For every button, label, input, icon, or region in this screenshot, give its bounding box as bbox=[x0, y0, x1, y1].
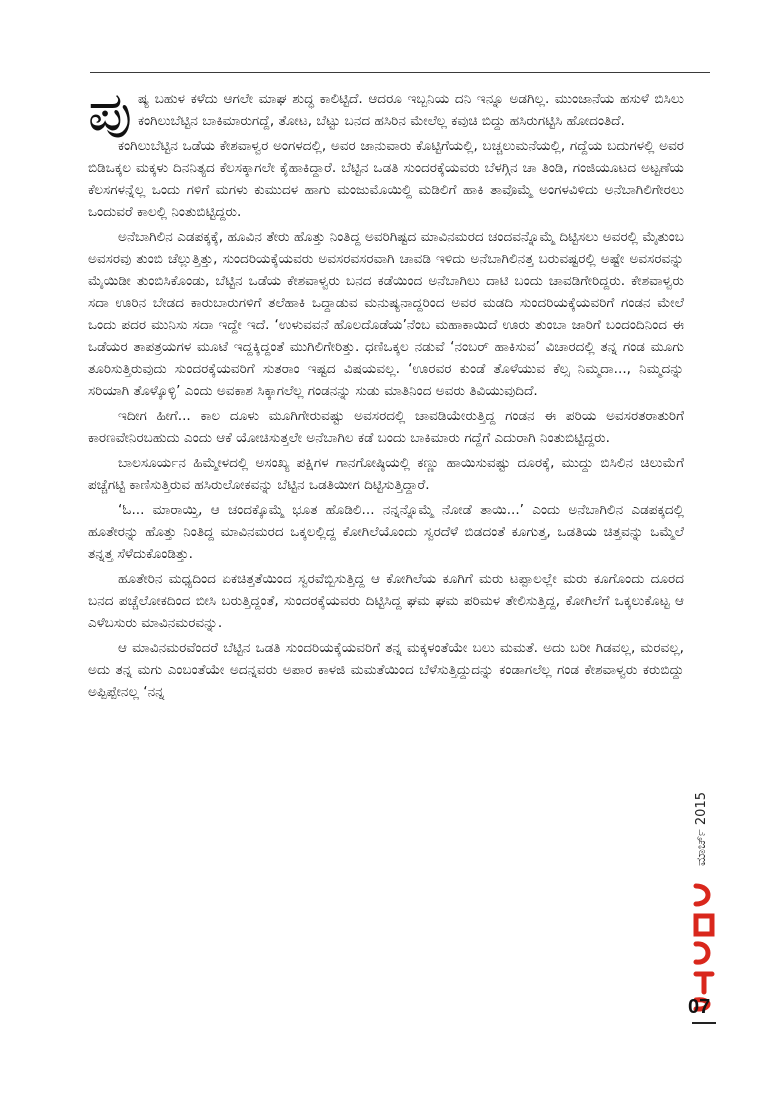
magazine-logo bbox=[690, 882, 718, 1012]
article-paragraph-4: ಇದೀಗ ಹೀಗೆ... ಕಾಲ ದೂಳು ಮೂಗಿಗೇರುವಷ್ಟು ಅವಸರದಲ್ಲಿ ಚಾವಡಿಯೇರುತ್ತಿದ್ದ ಗಂಡನ ಈ ಪರಿಯ ಅವಸರತರಾತುರಿಗೆ ಕಾರಣವೇನಿರಬಹುದು ಎಂದು ಆಕೆ ಯೋಚಿಸುತ್ತಲೇ ಅನೆಬಾಗಿಲ ಕಡೆ ಬಂದು ಬಾಕಿಮಾರು ಗದ್ದೆಗೆ ಎದುರಾಗಿ ನಿಂತುಬಿಟ್ಟಿದ್ದರು. bbox=[88, 408, 684, 446]
article-paragraph-5: ಬಾಲಸೂರ್ಯನ ಹಿಮ್ಮೇಳದಲ್ಲಿ ಅಸಂಖ್ಯ ಪಕ್ಷಿಗಳ ಗಾನಗೋಷ್ಠಿಯಲ್ಲಿ ಕಣ್ಣು ಹಾಯಿಸುವಷ್ಟು ದೂರಕ್ಕೆ, ಮುದ್ದು ಬಿಸಿಲಿನ ಚಿಲುಮೆಗೆ ಪಚ್ಚೆಗಟ್ಟಿ ಕಾಣಿಸುತ್ತಿರುವ ಹಸಿರುಲೋಕವನ್ನು ಬೆಟ್ಟಿನ ಒಡತಿಯೀಗ ದಿಟ್ಟಿಸುತ್ತಿದ್ದಾರೆ. bbox=[88, 455, 684, 493]
article-paragraph-1 bbox=[88, 80, 684, 143]
top-divider bbox=[90, 72, 710, 73]
article-paragraph-2: ಕಂಗಿಲುಬೆಟ್ಟಿನ ಒಡೆಯ ಕೇಶವಾಳ್ವರ ಅಂಗಳದಲ್ಲಿ, ಅವರ ಜಾನುವಾರು ಕೊಟ್ಟಿಗೆಯಲ್ಲಿ, ಬಚ್ಚಲುಮನೆಯಲ್ಲಿ, ಗದ್ದೆಯ ಬದುಗಳಲ್ಲಿ ಅವರ ಬಿಡಿಒಕ್ಕಲ ಮಕ್ಕಳು ದಿನನಿತ್ಯದ ಕೆಲಸಕ್ಕಾಗಲೇ ಕೈಹಾಕಿದ್ದಾರೆ. ಬೆಟ್ಟಿನ ಒಡತಿ ಸುಂದರಕ್ಕೆಯವರು ಬೆಳಗ್ಗಿನ ಚಾ ತಿಂಡಿ, ಗಂಜಿಯೂಟದ ಅಟ್ಟಣೆಯ ಕೆಲಸಗಳನ್ನೆಲ್ಲ ಒಂದು ಗಳಿಗೆ ಮಗಳು ಕುಮುದಳ ಹಾಗು ಮಂಜುಮೊಯಿಲ್ದಿ ಮಡಿಲಿಗೆ ಹಾಕಿ ತಾವೊಮ್ಮೆ ಅಂಗಳವಿಳಿದು ಅನೆಬಾಗಿಲಿಗೇರಲು ಒಂದುವರೆ ಕಾಲಲ್ಲಿ ನಿಂತುಬಿಟ್ಟಿದ್ದರು. bbox=[88, 138, 684, 220]
article-paragraph-3: ಅನೆಬಾಗಿಲಿನ ಎಡಪಕ್ಕಕ್ಕೆ, ಹೂವಿನ ತೇರು ಹೊತ್ತು ನಿಂತಿದ್ದ ಅವರಿಗಿಷ್ಟದ ಮಾವಿನಮರದ ಚಂದವನ್ನೊಮ್ಮೆ ದಿಟ್ಟಿಸಲು ಅವರಲ್ಲಿ ಮೈತುಂಬ ಅವಸರವು ತುಂಬಿ ಚೆಲ್ಲುತ್ತಿತ್ತು, ಸುಂದರಿಯಕ್ಕೆಯವರು ಅವಸರವಸರವಾಗಿ ಚಾವಡಿ ಇಳಿದು ಅನೆಬಾಗಿಲಿನತ್ತ ಬರುವಷ್ಟರಲ್ಲಿ ಅಷ್ಟೇ ಅವಸರವನ್ನು ಮೈಯಿಡೀ ತುಂಬಿಸಿಕೊಂಡು, ಬೆಟ್ಟಿನ ಒಡೆಯ ಕೇಶವಾಳ್ವರು ಬನದ ಕಡೆಯಿಂದ ಅನೆಬಾಗಿಲು ದಾಟಿ ಬಂದು ಚಾವಡಿಗೇರಿದ್ದರು. ಕೇಶವಾಳ್ವರು ಸದಾ ಊರಿನ ಬೇಡದ ಕಾರುಬಾರುಗಳಿಗೆ ತಲೆಹಾಕಿ ಒದ್ದಾಡುವ ಮನುಷ್ಯನಾದ್ದರಿಂದ ಅವರ ಮಡದಿ ಸುಂದರಿಯಕ್ಕೆಯವರಿಗೆ ಗಂಡನ ಮೇಲೆ ಒಂದು ಪದರ ಮುನಿಸು ಸದಾ ಇದ್ದೇ ಇದೆ. ‘ಉಳುವವನೆ ಹೊಲದೊಡೆಯ’ನೆಂಬ ಮಹಾಕಾಯಿದೆ ಊರು ತುಂಬಾ ಜಾರಿಗೆ ಬಂದಂದಿನಿಂದ ಈ ಒಡೆಯರ ತಾಪತ್ರಯಗಳ ಮೂಟೆ ಇದ್ದಕ್ಕಿದ್ದಂತೆ ಮುಗಿಲಿಗೇರಿತ್ತು. ಧಣಿಒಕ್ಕಲ ನಡುವೆ ‘ನಂಬರ್ ಹಾಕಿಸುವ’ ವಿಚಾರದಲ್ಲಿ ತನ್ನ ಗಂಡ ಮೂಗು ತೂರಿಸುತ್ತಿರುವುದು ಸುಂದರಕ್ಕೆಯವರಿಗೆ ಸುತರಾಂ ಇಷ್ಟದ ವಿಷಯವಲ್ಲ. ‘ಊರವರ ಕುಂಡೆ ತೊಳೆಯುವ ಕೆಲ್ಸ ನಿಮ್ಮದಾ..., ನಿಮ್ಮದನ್ನು ಸರಿಯಾಗಿ ತೊಳ್ಕೊಳ್ಳಿ’ ಎಂದು ಅವಕಾಶ ಸಿಕ್ಕಾಗಲೆಲ್ಲ ಗಂಡನನ್ನು ಸುಡು ಮಾತಿನಿಂದ ಅವರು ತಿವಿಯುವುದಿದೆ. bbox=[88, 229, 684, 399]
magazine-side-strip bbox=[690, 790, 720, 1022]
article-paragraph-6: ‘ಓ... ಮಾರಾಯ್ತಿ, ಆ ಚಂದಕ್ಕೊಮ್ಮೆ ಭೂತ ಹೊಡಿಲಿ... ನನ್ನನ್ನೊಮ್ಮೆ ನೋಡೆ ತಾಯಿ...’ ಎಂದು ಅನೆಬಾಗಿಲಿನ ಎಡಪಕ್ಕದಲ್ಲಿ ಹೂತೇರನ್ನು ಹೊತ್ತು ನಿಂತಿದ್ದ ಮಾವಿನಮರದ ಒಕ್ಕಲಲ್ಲಿದ್ದ ಕೋಗಿಲೆಯೊಂದು ಸ್ವರದೆಳೆ ಬಿಡದಂತೆ ಕೂಗುತ್ತ, ಒಡತಿಯ ಚಿತ್ತವನ್ನು ಒಮ್ಮೆಲೆ ತನ್ನತ್ತ ಸೆಳೆದುಕೊಂಡಿತ್ತು. bbox=[88, 502, 684, 562]
article-body bbox=[88, 80, 684, 1048]
article-paragraph-8: ಆ ಮಾವಿನಮರವೆಂದರೆ ಬೆಟ್ಟಿನ ಒಡತಿ ಸುಂದರಿಯಕ್ಕೆಯವರಿಗೆ ತನ್ನ ಮಕ್ಕಳಂತೆಯೇ ಬಲು ಮಮತೆ. ಅದು ಬರೀ ಗಿಡವಲ್ಲ, ಮರವಲ್ಲ, ಅದು ತನ್ನ ಮಗು ಎಂಬಂತೆಯೇ ಅದನ್ನವರು ಅಪಾರ ಕಾಳಜಿ ಮಮತೆಯಿಂದ ಬೆಳೆಸುತ್ತಿದ್ದುದನ್ನು ಕಂಡಾಗಲೆಲ್ಲ ಗಂಡ ಕೇಶವಾಳ್ವರು ಕರುಬಿದ್ದು ಅಪ್ಪಿಪ್ಪೇನಲ್ಲ ‘ನನ್ನ bbox=[88, 640, 684, 700]
page-number-rule bbox=[692, 1022, 716, 1024]
article-paragraph-7: ಹೂತೇರಿನ ಮಧ್ಯದಿಂದ ಏಕಚಿತ್ತತೆಯಿಂದ ಸ್ವರವೆಬ್ಬಿಸುತ್ತಿದ್ದ ಆ ಕೋಗಿಲೆಯ ಕೂಗಿಗೆ ಮರು ಟಪ್ಪಾಲಲ್ಲೇ ಮರು ಕೂಗೊಂದು ದೂರದ ಬನದ ಪಚ್ಚೆಲೋಕದಿಂದ ಬೀಸಿ ಬರುತ್ತಿದ್ದಂತೆ, ಸುಂದರಕ್ಕೆಯವರು ದಿಟ್ಟಿಸಿದ್ದ ಘಮ ಘಮ ಪರಿಮಳ ತೇಲಿಸುತ್ತಿದ್ದ, ಕೋಗಿಲೆಗೆ ಒಕ್ಕಲುಕೊಟ್ಟ ಆ ಎಳೆಬಸುರು ಮಾವಿನಮರವನ್ನು. bbox=[88, 571, 684, 631]
paragraph-text: ಷ್ಯ ಬಹುಳ ಕಳೆದು ಆಗಲೇ ಮಾಘ ಶುದ್ಧ ಕಾಲಿಟ್ಟಿದೆ. ಆದರೂ ಇಬ್ಬನಿಯ ದನಿ ಇನ್ನೂ ಅಡಗಿಲ್ಲ. ಮುಂಜಾನೆಯ ಹಸುಳೆ ಬಿಸಿಲು ಕಂಗಿಲುಬೆಟ್ಟಿನ ಬಾಕಿಮಾರುಗದ್ದೆ, ತೋಟ, ಬೆಟ್ಟು ಬನದ ಹಸಿರಿನ ಮೇಲೆಲ್ಲ ಕವುಚಿ ಬಿದ್ದು ಹಸಿರುಗಟ್ಟಿಸಿ ಹೋದಂತಿದೆ. bbox=[137, 91, 684, 129]
drop-cap: ಪು bbox=[88, 80, 132, 143]
issue-date: ಮಾರ್ಚ್ 2015 bbox=[694, 792, 709, 866]
page-number: 07 bbox=[688, 996, 711, 1018]
